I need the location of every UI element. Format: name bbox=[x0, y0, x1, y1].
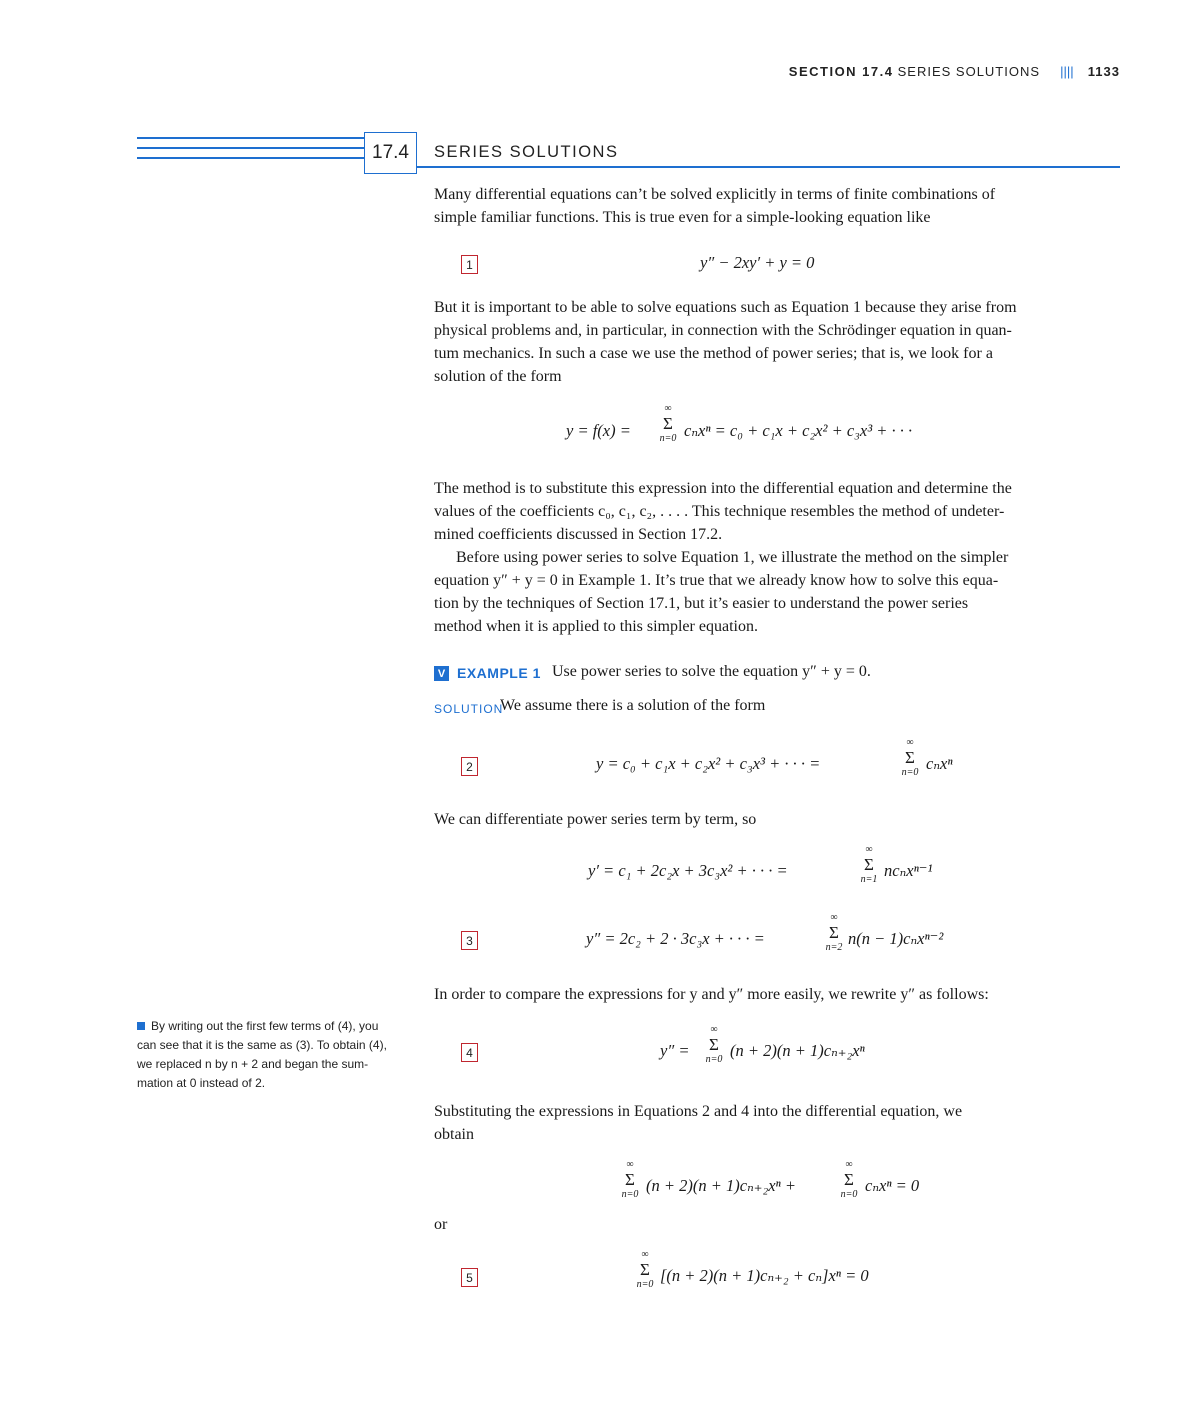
example-marker-icon: V bbox=[434, 666, 449, 681]
text-line: Before using power series to solve Equation 1, we illustrate the method on the simpler bbox=[456, 549, 1009, 566]
equation-4-rhs: (n + 2)(n + 1)cₙ₊₂xⁿ bbox=[730, 1041, 865, 1060]
decorative-rules bbox=[137, 137, 365, 167]
sigma-icon: Σ bbox=[905, 748, 915, 767]
sum-lower-limit: n=0 bbox=[636, 1279, 654, 1290]
sum-lower-limit: n=0 bbox=[659, 433, 677, 444]
equation-number-4: 4 bbox=[461, 1043, 478, 1062]
margin-note bbox=[137, 1017, 395, 1093]
equation-number-2: 2 bbox=[461, 757, 478, 776]
derivative-1-lhs: y′ = c₁ + 2c₂x + 3c₃x² + · · · = bbox=[588, 861, 788, 880]
note-line: we replaced n by n + 2 and began the sum- bbox=[137, 1057, 369, 1071]
sum-upper-limit: ∞ bbox=[906, 737, 914, 748]
header-bars: |||| bbox=[1060, 64, 1074, 79]
text-line: simple familiar functions. This is true even for a simple-looking equation like bbox=[434, 209, 931, 226]
sigma-icon: Σ bbox=[864, 855, 874, 874]
section-rule bbox=[416, 166, 1120, 168]
sum-upper-limit: ∞ bbox=[626, 1159, 634, 1170]
text-line: obtain bbox=[434, 1126, 474, 1143]
sum-symbol bbox=[656, 404, 680, 444]
paragraph-3 bbox=[434, 477, 1120, 638]
text-line: Many differential equations can’t be solved explicitly in terms of finite combinations of bbox=[434, 186, 996, 203]
sigma-icon: Σ bbox=[663, 414, 673, 433]
sum-upper-limit: ∞ bbox=[845, 1159, 853, 1170]
text-line: tum mechanics. In such a case we use the method of power series; that is, we look for a bbox=[434, 345, 993, 362]
section-title: SERIES SOLUTIONS bbox=[434, 143, 619, 161]
equation-5-rhs: [(n + 2)(n + 1)cₙ₊₂ + cₙ]xⁿ = 0 bbox=[660, 1266, 869, 1285]
text-line: The method is to substitute this expression into the differential equation and determine the bbox=[434, 480, 1012, 497]
equation-number-1: 1 bbox=[461, 255, 478, 274]
sum-symbol bbox=[633, 1250, 657, 1290]
sum-upper-limit: ∞ bbox=[710, 1024, 718, 1035]
text-line: tion by the techniques of Section 17.1, but it’s easier to understand the power series bbox=[434, 595, 969, 612]
section-number-box: 17.4 bbox=[364, 132, 417, 174]
note-line: can see that it is the same as (3). To obtain (4), bbox=[137, 1038, 387, 1052]
note-line: mation at 0 instead of 2. bbox=[137, 1076, 266, 1090]
example-text: Use power series to solve the equation y″ + y = 0. bbox=[552, 663, 871, 680]
intro-paragraph bbox=[434, 183, 1120, 229]
text-line: equation y″ + y = 0 in Example 1. It’s true that we already know how to solve this equa- bbox=[434, 572, 999, 589]
equation-number-3: 3 bbox=[461, 931, 478, 950]
substituted-middle: (n + 2)(n + 1)cₙ₊₂xⁿ + bbox=[646, 1176, 796, 1195]
equation-3-lhs: y″ = 2c₂ + 2 · 3c₃x + · · · = bbox=[586, 929, 765, 948]
sum-lower-limit: n=0 bbox=[705, 1054, 723, 1065]
sum-lower-limit: n=0 bbox=[840, 1189, 858, 1200]
text-line: Substituting the expressions in Equations 2 and 4 into the differential equation, we bbox=[434, 1103, 963, 1120]
sum-lower-limit: n=1 bbox=[860, 874, 878, 885]
sigma-icon: Σ bbox=[844, 1170, 854, 1189]
equation-number-5: 5 bbox=[461, 1268, 478, 1287]
paragraph-6: In order to compare the expressions for y and y″ more easily, we rewrite y″ as follows: bbox=[434, 986, 989, 1003]
text-line: values of the coefficients c₀, c₁, c₂, . . . . This technique resembles the method of undeter- bbox=[434, 503, 1005, 520]
note-line: By writing out the first few terms of (4), you bbox=[151, 1019, 379, 1033]
example-label: EXAMPLE 1 bbox=[457, 665, 541, 681]
sum-upper-limit: ∞ bbox=[830, 912, 838, 923]
sum-symbol bbox=[822, 913, 846, 953]
text-line: method when it is applied to this simpler equation. bbox=[434, 618, 758, 635]
header-section: SECTION 17.4 bbox=[788, 64, 894, 79]
substituted-right: cₙxⁿ = 0 bbox=[865, 1176, 920, 1195]
equation-1: y″ − 2xy′ + y = 0 bbox=[700, 253, 815, 272]
text-line: mined coefficients discussed in Section 17.2. bbox=[434, 526, 723, 543]
sigma-icon: Σ bbox=[640, 1260, 650, 1279]
equation-3-rhs: n(n − 1)cₙxⁿ⁻² bbox=[848, 929, 944, 948]
sum-symbol bbox=[702, 1025, 726, 1065]
sigma-icon: Σ bbox=[829, 923, 839, 942]
sum-lower-limit: n=2 bbox=[825, 942, 843, 953]
sum-upper-limit: ∞ bbox=[865, 844, 873, 855]
text-line: physical problems and, in particular, in connection with the Schrödinger equation in quan- bbox=[434, 322, 1012, 339]
sum-symbol bbox=[898, 738, 922, 778]
sum-symbol bbox=[618, 1160, 642, 1200]
running-header bbox=[560, 64, 1120, 79]
page-number: 1133 bbox=[1087, 64, 1120, 79]
or-text: or bbox=[434, 1216, 448, 1233]
sum-upper-limit: ∞ bbox=[664, 403, 672, 414]
solution-text: We assume there is a solution of the form bbox=[500, 697, 766, 714]
header-subtitle: SERIES SOLUTIONS bbox=[897, 64, 1041, 79]
sum-lower-limit: n=0 bbox=[621, 1189, 639, 1200]
bullet-square-icon bbox=[137, 1022, 145, 1030]
text-line: solution of the form bbox=[434, 368, 562, 385]
text-line: But it is important to be able to solve equations such as Equation 1 because they arise from bbox=[434, 299, 1017, 316]
sum-symbol bbox=[857, 845, 881, 885]
solution-label: SOLUTION bbox=[434, 702, 504, 716]
equation-4-lhs: y″ = bbox=[660, 1041, 690, 1060]
sum-upper-limit: ∞ bbox=[641, 1249, 649, 1260]
equation-2-rhs: cₙxⁿ bbox=[926, 754, 953, 773]
derivative-1-rhs: ncₙxⁿ⁻¹ bbox=[884, 861, 933, 880]
sigma-icon: Σ bbox=[625, 1170, 635, 1189]
sum-symbol bbox=[837, 1160, 861, 1200]
sigma-icon: Σ bbox=[709, 1035, 719, 1054]
paragraph-5: We can differentiate power series term by term, so bbox=[434, 811, 757, 828]
series-rhs: cₙxⁿ = c₀ + c₁x + c₂x² + c₃x³ + · · · bbox=[684, 421, 913, 440]
equation-2-lhs: y = c₀ + c₁x + c₂x² + c₃x³ + · · · = bbox=[596, 754, 821, 773]
paragraph-7 bbox=[434, 1100, 1120, 1146]
series-lhs: y = f(x) = bbox=[566, 421, 631, 440]
paragraph-2 bbox=[434, 296, 1120, 388]
sum-lower-limit: n=0 bbox=[901, 767, 919, 778]
